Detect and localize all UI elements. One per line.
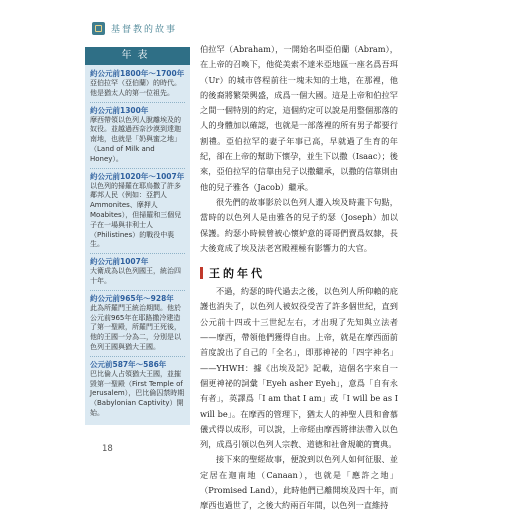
chronology-entry [90,69,185,99]
book-icon [92,22,105,35]
body-paragraph: 很先們的故事影於以色列人遷入埃及時畫下句點，當時的以色列人是由雅各的兒子約瑟（Joseph）加以保護。約瑟小時候曾被心懷妒意的哥哥們賣爲奴隸，長大後竟成了埃及法老宮殿裡極有影響力的大官。 [200,196,398,253]
chronology-sidebar [85,47,190,425]
entry-text: 摩西帶領以色列人脫離埃及的奴役。並越過西奈沙漠到達迦南地，也就是「奶與蜜之地」（Land of Milk and Honey）。 [90,115,181,163]
entry-text: 以色列的掃羅在耶烏撒了許多鄰邦人民（例如：亞捫人Ammonites、摩押人Moabites），但掃羅和三個兒子在一場與非利士人（Philistines）的戰役中喪生。 [90,181,182,249]
chronology-entry [90,106,185,165]
body-paragraph: 伯拉罕（Abraham），一開始名叫亞伯蘭（Abram），在上帝的召喚下，他從美索不達米亞地區一座名爲吾珥（Ur）的城市啓程前往一塊未知的土地，在那裡，他的後裔將繁榮興盛，成爲一個大國。這是上帝和伯拉罕之間一個特別的約定，這個約定可以說是用整個那落的人的身體加以確認，也就是一部落裡的所有男子都要行割禮。亞伯拉罕的妻子年事已高，早就過了生育的年紀，卻在上帝的幫助下懷孕，並生下以撒（Isaac）；後來，亞伯拉罕的信靠由兒子以撒繼承，以撒的信靠則由他的兒子雅各（Jacob）繼承。 [200,44,398,192]
divider [90,290,185,291]
body-paragraph: 不過，約瑟的時代過去之後，以色列人所仰賴的庇護也消失了，以色列人被奴役受苦了許多個世紀，直到公元前十四或十三世紀左右，才出現了先知與立法者——摩西，帶領他們獲得自由。上帝，就是在摩西面前首度說出了自己的「全名」，即那神祕的「四字神名」——YHWH：據《出埃及記》記載，這個名字來自一個更神祕的詞彙「Eyeh asher Eyeh」，意爲「自有永有者」，英譯爲「I am that I am」或「I will be as I will be」。在摩西的管理下，猶太人的神聖人員和會慕儀式得以成形，可以說，上帝經由摩西將律法帶入以色列，成爲引領以色列人宗教、道德和社會規範的寶典。 [200,286,398,450]
section-marker [200,267,203,279]
chronology-entry [90,257,185,287]
chronology-entry [90,172,185,251]
entry-text: 亞伯拉罕（亞伯蘭）的時代。他是猶太人的第一位祖先。 [90,79,181,97]
sidebar-title: 年表 [85,47,190,65]
divider [90,102,185,103]
entry-date: 約公元前1800年～1700年 [90,69,185,78]
entry-date: 約公元前1007年 [90,257,149,267]
section-heading [200,265,398,281]
chronology-entry [90,294,185,353]
running-header [92,20,177,36]
entry-text: 大衛成為以色列國王，統治四十年。 [90,267,181,285]
main-text-column [200,42,398,514]
chronology-list [85,65,190,419]
running-header-title: 基督教的故事 [111,24,178,35]
entry-text: 此為所羅門王統治期間。他於公元前965年在耶路撒冷建造了第一聖殿，所羅門王死後，他的王國一分為二，分別是以色列王國與猶大王國。 [90,303,181,351]
body-paragraph: 接下來的聖經故事，便說到以色列人如何征服、並定居在迦南地（Canaan），也就是「應許之地」（Promised Land），此時他們已離開埃及四十年，而摩西也過世了，之後大約兩百年間，以色列一直維持 [200,454,398,511]
section-title: 王的年代 [209,267,265,281]
entry-text: 巴比倫人占領猶大王國，並摧毀第一聖殿（First Temple of Jerusalem），巴比倫囚禁時期（Babylonian Captivity）開始。 [90,369,185,417]
chronology-entry [90,360,185,419]
divider [90,168,185,169]
entry-date: 公元前587年～586年 [90,359,167,369]
entry-date: 約公元前965年～928年 [90,293,174,303]
entry-date: 約公元前1020年～1007年 [90,171,185,181]
entry-date: 約公元前1300年 [90,105,149,115]
divider [90,356,185,357]
divider [90,253,185,254]
page-number: 18 [102,444,113,454]
